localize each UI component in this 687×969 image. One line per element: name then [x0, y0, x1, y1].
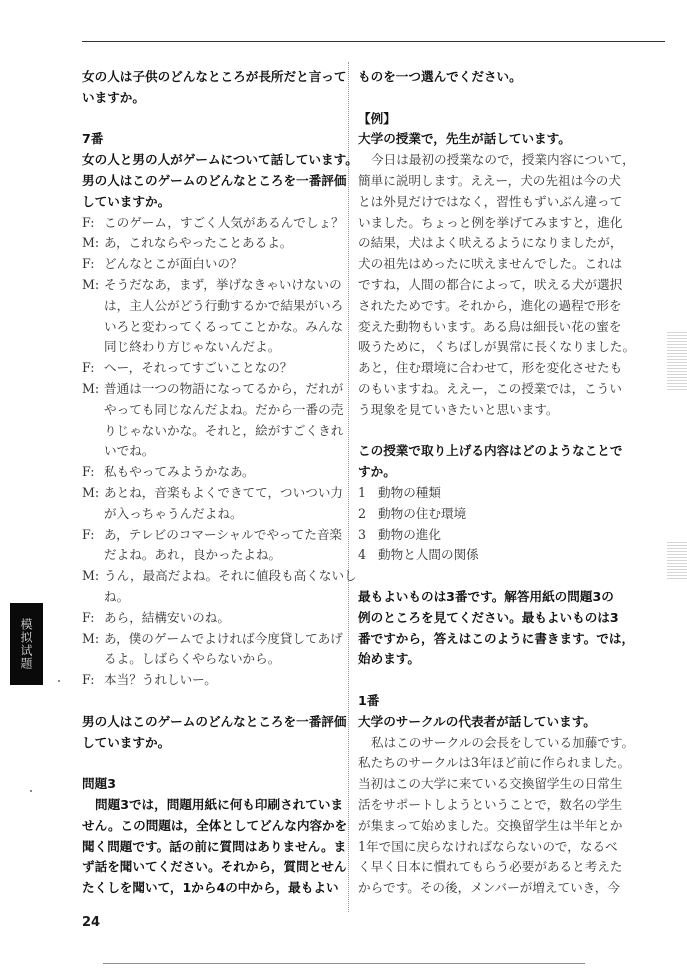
- line-text: あら，結構安いのね。: [104, 609, 230, 625]
- text-line: [358, 275, 622, 296]
- text-line: [358, 337, 635, 358]
- scan-speck: [58, 680, 60, 682]
- line-text: いますか。: [82, 89, 145, 105]
- line-text: ですね，人間の都合によって，吠える犬が選択: [358, 277, 623, 292]
- line-text: 変えた動物もいます。ある鳥は細長い花の蜜を: [358, 318, 622, 334]
- text-line: [358, 379, 622, 400]
- dialogue-line: [82, 233, 292, 254]
- dialogue-line: [82, 525, 342, 546]
- text-line: [82, 129, 103, 150]
- text-line: [104, 317, 343, 338]
- line-text: だよね。あれ，良かったよね。: [104, 547, 282, 563]
- line-text: いました。ちょっと例を挙げてみますと，進化: [358, 214, 623, 230]
- line-text: とは外見だけではなく，習性もずいぶん違って: [358, 193, 623, 209]
- line-text: が入っちゃうんだよね。: [104, 505, 243, 521]
- line-text: どんなとこが面白いの？: [104, 256, 243, 272]
- line-text: 今日は最初の授業なので，授業内容について，: [371, 152, 635, 168]
- line-text: 聞く問題です。話の前に質問はありません。ま: [82, 838, 347, 854]
- line-text: ず話を聞いてください。それから，質問とせん: [82, 859, 347, 875]
- scan-artifact: [667, 330, 687, 390]
- speaker-label: F:: [82, 672, 95, 688]
- text-line: [358, 795, 622, 816]
- text-line: [358, 254, 622, 275]
- text-line: [358, 441, 622, 462]
- text-line: [358, 587, 614, 608]
- line-text: が集まって始めました。交換留学生は半年とか: [358, 817, 623, 833]
- text-line: [358, 171, 621, 192]
- speaker-label: M:: [82, 381, 100, 396]
- line-text: 本当？うれしいー。: [104, 672, 217, 688]
- speaker-label: M:: [82, 568, 100, 584]
- line-text: あ，僕のゲームでよければ今度貸してあげ: [104, 630, 343, 646]
- text-line: [358, 816, 622, 837]
- dialogue-line: [82, 670, 217, 691]
- answer-option: [358, 545, 479, 566]
- line-text: 【例】: [358, 110, 396, 126]
- text-line: [82, 67, 346, 88]
- text-line: [358, 608, 619, 629]
- text-line: [358, 878, 620, 899]
- text-line: [358, 691, 379, 712]
- text-line: [358, 296, 621, 317]
- line-text: 私もやってみようかなあ。: [104, 464, 255, 480]
- text-line: [358, 213, 622, 234]
- text-line: [358, 317, 621, 338]
- speaker-label: M:: [82, 485, 100, 500]
- line-text: 動物の進化: [378, 526, 441, 542]
- text-line: [82, 774, 116, 795]
- text-line: [82, 816, 347, 837]
- line-text: 当初はこの大学に来ている交換留学生の日常生: [358, 776, 623, 792]
- speaker-label: F:: [82, 464, 95, 480]
- line-text: からです。その後，メンバーが増えていき，今: [358, 880, 620, 896]
- side-tab-label: 模拟试题: [10, 603, 43, 685]
- line-text: たくしを聞いて，1から4の中から，最もよい: [82, 880, 339, 896]
- page-number: 24: [82, 915, 101, 930]
- line-text: 私たちのサークルは3年ほど前に作られました。: [358, 755, 631, 771]
- text-line: [82, 88, 145, 109]
- line-text: ものを一つ選んでください。: [358, 69, 522, 84]
- text-line: [104, 649, 280, 670]
- line-text: 大学の授業で，先生が話しています。: [358, 131, 571, 147]
- line-text: 簡単に説明します。ええー，犬の先祖は今の犬: [358, 173, 621, 188]
- line-text: く早く日本に慣れてもらう必要があると考えた: [358, 859, 623, 875]
- text-line: [358, 109, 396, 130]
- scan-speck: [30, 790, 32, 792]
- line-text: りじゃないかな。それと，絵がすごくきれ: [104, 422, 344, 438]
- line-text: あとね，音楽もよくできてて，ついつい力: [104, 485, 344, 500]
- line-text: していますか。: [82, 734, 171, 750]
- line-text: せん。この問題は，全体としてどんな内容かを: [82, 817, 348, 833]
- text-line: [82, 837, 346, 858]
- dialogue-line: [82, 462, 255, 483]
- text-line: [358, 753, 630, 774]
- column-divider: [348, 62, 349, 912]
- line-text: 女の人は子供のどんなところが長所だと言って: [82, 69, 347, 84]
- text-line: [358, 857, 622, 878]
- text-line: [104, 504, 243, 525]
- option-number: 3: [358, 526, 367, 542]
- speaker-label: F:: [82, 256, 95, 272]
- line-text: 私はこのサークルの会長をしている加藤です。: [371, 734, 635, 750]
- line-text: 動物と人間の関係: [378, 547, 479, 563]
- dialogue-line: [82, 358, 292, 379]
- line-text: この授業で取り上げる内容はどのようなことで: [358, 443, 623, 459]
- line-text: 始めます。: [358, 651, 420, 667]
- text-line: [358, 649, 420, 670]
- text-line: [82, 192, 170, 213]
- line-text: へー，それってすごいことなの？: [104, 360, 293, 376]
- scan-artifact: [667, 540, 687, 580]
- speaker-label: F:: [82, 360, 95, 376]
- line-text: うん，最高だよね。それに値段も高くないし: [104, 568, 357, 584]
- text-line: [358, 774, 622, 795]
- option-number: 1: [358, 485, 367, 500]
- text-line: [104, 545, 281, 566]
- dialogue-line: [82, 254, 243, 275]
- speaker-label: M:: [82, 235, 100, 251]
- line-text: のもいますね。ええー，この授業では，こうい: [358, 381, 622, 396]
- dialogue-line: [82, 213, 344, 234]
- option-number: 4: [358, 547, 367, 563]
- line-text: あと，住む環境に合わせて，形を変化させたも: [358, 360, 623, 376]
- dialogue-line: [82, 379, 343, 400]
- line-text: すか。: [358, 464, 396, 480]
- text-line: [358, 712, 596, 733]
- line-text: 活をサポートしようということで，数名の学生: [358, 797, 623, 812]
- line-text: 大学のサークルの代表者が話しています。: [358, 713, 596, 729]
- text-line: [358, 67, 522, 88]
- line-text: 1年で国に戻らなければならないので，なるべ: [358, 838, 618, 854]
- line-text: 同じ終わり方じゃないんだよ。: [104, 339, 281, 355]
- line-text: 例のところを見てください。最もよいものは3: [358, 609, 619, 625]
- line-text: 番ですから，答えはこのように書きます。では，: [358, 630, 635, 646]
- speaker-label: F:: [82, 526, 95, 542]
- line-text: 7番: [82, 131, 104, 147]
- line-text: 吸うために，くちばしが異常に長くなりました。: [358, 339, 636, 355]
- dialogue-line: [82, 275, 342, 296]
- text-line: [358, 629, 634, 650]
- option-number: 2: [358, 505, 367, 521]
- line-text: 問題3: [82, 776, 116, 792]
- text-line: [82, 171, 346, 192]
- line-text: 男の人はこのゲームのどんなところを一番評価: [82, 713, 347, 729]
- dialogue-line: [82, 566, 357, 587]
- text-line: [104, 400, 343, 421]
- answer-option: [358, 483, 441, 504]
- line-text: 動物の住む環境: [378, 505, 467, 521]
- line-text: 男の人はこのゲームのどんなところを一番評価: [82, 173, 347, 188]
- dialogue-line: [82, 629, 343, 650]
- line-text: 問題3では，問題用紙に何も印刷されていま: [95, 797, 344, 812]
- speaker-label: M:: [82, 277, 100, 292]
- text-line: [82, 878, 339, 899]
- line-text: 女の人と男の人がゲームについて話しています。: [82, 152, 358, 168]
- line-text: いでね。: [104, 443, 155, 459]
- line-text: このゲーム，すごく人気があるんでしょ？: [104, 214, 344, 230]
- speaker-label: F:: [82, 609, 95, 625]
- header-rule: [82, 41, 665, 42]
- line-text: ね。: [104, 589, 130, 604]
- dialogue-line: [82, 483, 343, 504]
- line-text: 動物の種類: [378, 485, 441, 500]
- line-text: 1番: [358, 693, 380, 708]
- dialogue-line: [82, 608, 230, 629]
- text-line: [358, 733, 634, 754]
- text-line: [104, 337, 280, 358]
- text-line: [358, 233, 622, 254]
- selection-line: [103, 963, 585, 964]
- line-text: 犬の祖先はめったに吠えませんでした。これは: [358, 256, 623, 272]
- answer-option: [358, 504, 466, 525]
- text-line: [358, 129, 571, 150]
- line-text: いろと変わってくるってことかな。みんな: [104, 318, 344, 334]
- line-text: の結果，犬はよく吠えるようになりましたが，: [358, 235, 623, 251]
- text-line: [82, 857, 346, 878]
- text-line: [358, 462, 396, 483]
- text-line: [104, 421, 343, 442]
- text-line: [82, 150, 358, 171]
- line-text: されたためです。それから，進化の過程で形を: [358, 297, 622, 313]
- text-line: [104, 441, 154, 462]
- line-text: るよ。しばらくやらないから。: [104, 651, 281, 667]
- line-text: あ，これならやったことあるよ。: [104, 235, 293, 251]
- speaker-label: F:: [82, 214, 95, 230]
- text-line: [104, 296, 343, 317]
- text-line: [358, 192, 622, 213]
- line-text: そうだなあ，まず，挙げなきゃいけないの: [104, 277, 342, 292]
- line-text: あ，テレビのコマーシャルでやってた音楽: [104, 526, 343, 542]
- answer-option: [358, 525, 441, 546]
- text-line: [82, 712, 346, 733]
- line-text: 最もよいものは3番です。解答用紙の問題3の: [358, 589, 614, 604]
- text-line: [82, 733, 170, 754]
- line-text: 普通は一つの物語になってるから，だれが: [104, 381, 344, 396]
- speaker-label: M:: [82, 630, 100, 646]
- line-text: していますか。: [82, 193, 171, 209]
- text-line: [358, 358, 622, 379]
- bottom-overlay: [100, 920, 687, 969]
- line-text: やっても同じなんだよね。だから一番の売: [104, 401, 344, 417]
- text-line: [104, 587, 129, 608]
- text-line: [358, 837, 618, 858]
- text-line: [82, 795, 343, 816]
- text-line: [358, 400, 559, 421]
- text-line: [358, 150, 635, 171]
- line-text: は，主人公がどう行動するかで結果がいろ: [104, 297, 344, 313]
- line-text: う現象を見ていきたいと思います。: [358, 401, 559, 417]
